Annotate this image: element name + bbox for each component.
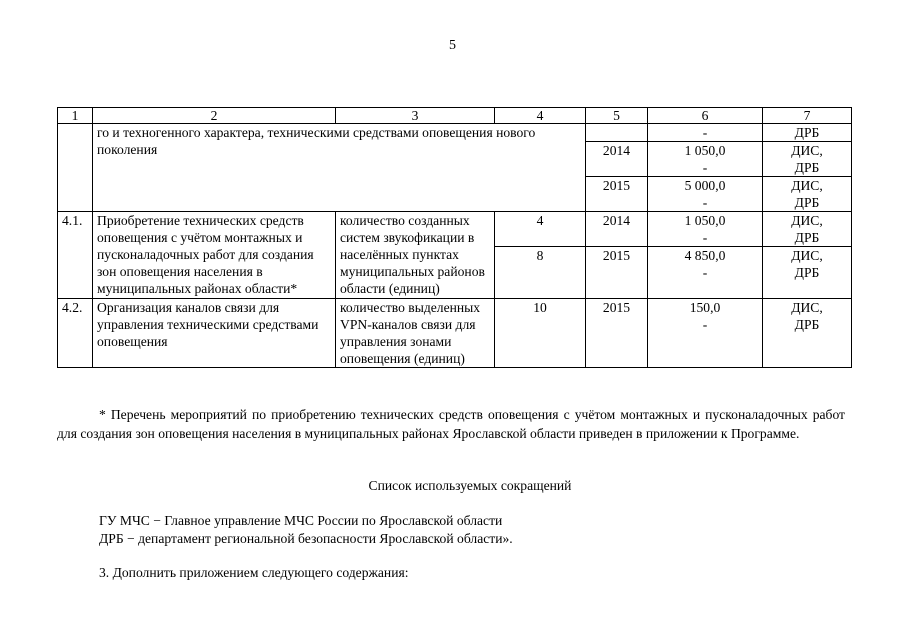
amount-cell: 1 050,0 - xyxy=(648,212,763,247)
cont-num-cell xyxy=(58,124,93,212)
amount-cell: 5 000,0 - xyxy=(648,177,763,212)
executor-cell: ДИС, ДРБ xyxy=(763,212,852,247)
executor-cell: ДРБ xyxy=(763,124,852,142)
value-cell: 10 xyxy=(495,299,586,368)
year-cell: 2014 xyxy=(586,212,648,247)
abbreviation-item: ГУ МЧС − Главное управление МЧС России по Ярославской области xyxy=(99,513,503,528)
year-cell: 2015 xyxy=(586,299,648,368)
year-cell: 2014 xyxy=(586,142,648,177)
row-number-cell: 4.1. xyxy=(58,212,93,299)
year-cell: 2015 xyxy=(586,247,648,299)
table-row xyxy=(58,124,852,142)
cont-text-cell: го и техногенного характера, техническими средствами оповещения нового поколения xyxy=(93,124,586,212)
program-table xyxy=(57,107,852,368)
executor-cell: ДИС, ДРБ xyxy=(763,299,852,368)
header-cell: 1 xyxy=(58,108,93,124)
header-cell: 2 xyxy=(93,108,336,124)
table-row xyxy=(58,299,852,368)
executor-cell: ДИС, ДРБ xyxy=(763,177,852,212)
indicator-cell: количество созданных систем звукофикации в населённых пунктах муниципальных районов области (единиц) xyxy=(336,212,495,299)
row-number-cell: 4.2. xyxy=(58,299,93,368)
amount-cell: 150,0 - xyxy=(648,299,763,368)
footnote: * Перечень мероприятий по приобретению технических средств оповещения с учётом монтажных и пусконаладочных работ для создания зон оповещения населения в муниципальных районах Ярославской области приведен в приложении к Программе. xyxy=(57,407,845,441)
value-cell: 8 xyxy=(495,247,586,299)
indicator-cell: количество выделенных VPN-каналов связи для управления зонами оповещения (единиц) xyxy=(336,299,495,368)
header-cell: 4 xyxy=(495,108,586,124)
header-cell: 3 xyxy=(336,108,495,124)
year-cell xyxy=(586,124,648,142)
measure-name-cell: Организация каналов связи для управления техническими средствами оповещения xyxy=(93,299,336,368)
year-cell: 2015 xyxy=(586,177,648,212)
measure-name-cell: Приобретение технических средств оповещения с учётом монтажных и пусконаладочных работ для создания зон оповещения населения в муниципальных районах области* xyxy=(93,212,336,299)
abbreviations-title: Список используемых сокращений xyxy=(368,478,572,493)
amount-cell: 4 850,0 - xyxy=(648,247,763,299)
page-number: 5 xyxy=(449,38,456,53)
abbreviation-item: ДРБ − департамент региональной безопасности Ярославской области». xyxy=(99,531,513,546)
executor-cell: ДИС, ДРБ xyxy=(763,142,852,177)
amount-cell: 1 050,0 - xyxy=(648,142,763,177)
point-3-text: 3. Дополнить приложением следующего содержания: xyxy=(99,565,409,580)
executor-cell: ДИС, ДРБ xyxy=(763,247,852,299)
amount-cell: - xyxy=(648,124,763,142)
table-header-row xyxy=(58,108,852,124)
value-cell: 4 xyxy=(495,212,586,247)
header-cell: 6 xyxy=(648,108,763,124)
header-cell: 7 xyxy=(763,108,852,124)
header-cell: 5 xyxy=(586,108,648,124)
table-row xyxy=(58,212,852,247)
